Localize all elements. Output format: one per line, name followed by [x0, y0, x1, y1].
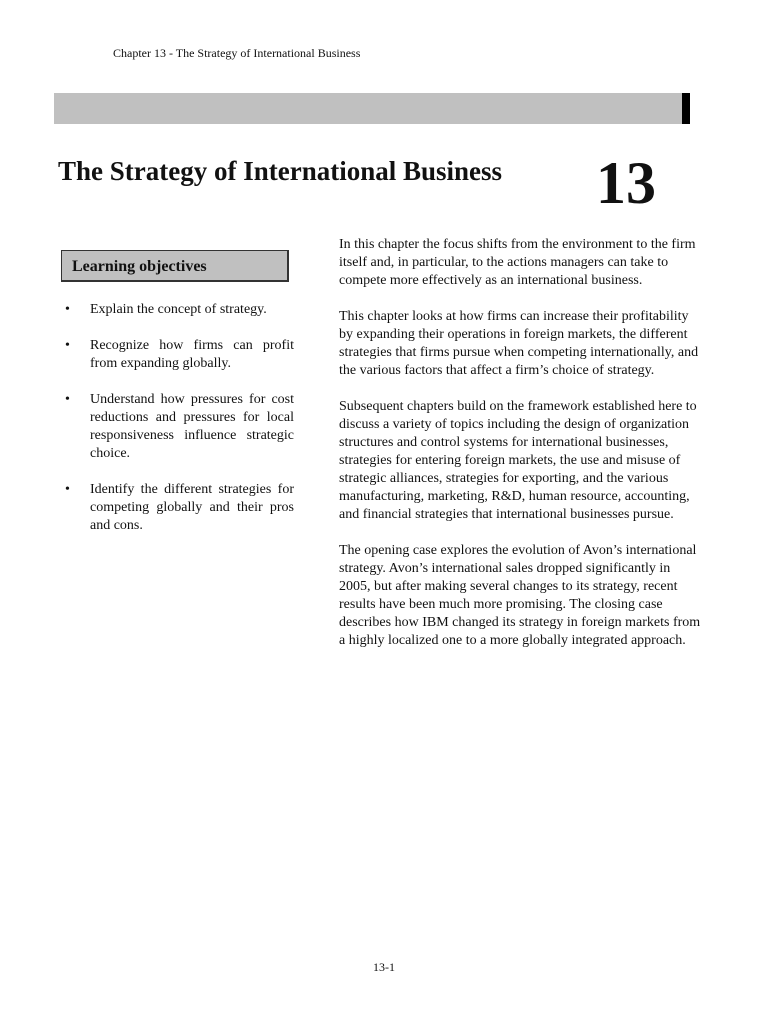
chapter-title: The Strategy of International Business	[58, 156, 503, 186]
objective-text: Explain the concept of strategy.	[90, 302, 267, 317]
learning-objectives-heading: Learning objectives	[72, 258, 207, 275]
chapter-banner-bar	[54, 93, 682, 124]
objective-text: Recognize how firms can profit from expanding globally.	[90, 338, 294, 371]
bullet-icon: •	[65, 338, 70, 353]
intro-paragraph: In this chapter the focus shifts from the environment to the firm itself and, in particular, to the actions managers can take to compete more effectively as an international business.	[339, 237, 696, 288]
bullet-icon: •	[65, 302, 70, 317]
intro-paragraph: The opening case explores the evolution of Avon’s international strategy. Avon’s international sales dropped significantly in 2005, but after making several changes to its strategy, recent results have been much more promising. The closing case describes how IBM changed its strategy in foreign markets from a highly localized one to a more globally integrated approach.	[339, 543, 701, 648]
learning-objectives-box	[61, 250, 289, 282]
chapter-banner-marker	[682, 93, 690, 124]
running-header: Chapter 13 - The Strategy of International Business	[113, 46, 361, 60]
bullet-icon: •	[65, 392, 70, 407]
chapter-number: 13	[596, 150, 656, 216]
objective-text: Understand how pressures for cost reductions and pressures for local responsiveness influence strategic choice.	[90, 392, 294, 461]
intro-paragraph: This chapter looks at how firms can increase their profitability by expanding their operations in foreign markets, the different strategies that firms pursue when competing internationally, and the various factors that affect a firm’s choice of strategy.	[339, 309, 699, 378]
learning-objectives-list	[62, 301, 294, 553]
objective-item	[62, 391, 294, 463]
chapter-introduction	[339, 236, 701, 668]
intro-paragraph: Subsequent chapters build on the framework established here to discuss a variety of topics including the design of organization structures and control systems for international businesses, strategies for entering foreign markets, the use and misuse of strategic alliances, strategies for exporting, and the various manufacturing, marketing, R&D, human resource, accounting, and financial strategies that international businesses pursue.	[339, 399, 697, 522]
bullet-icon: •	[65, 482, 70, 497]
objective-item	[62, 301, 294, 319]
objective-text: Identify the different strategies for competing globally and their pros and cons.	[90, 482, 294, 533]
objective-item	[62, 481, 294, 535]
page-number: 13-1	[373, 960, 395, 974]
objective-item	[62, 337, 294, 373]
